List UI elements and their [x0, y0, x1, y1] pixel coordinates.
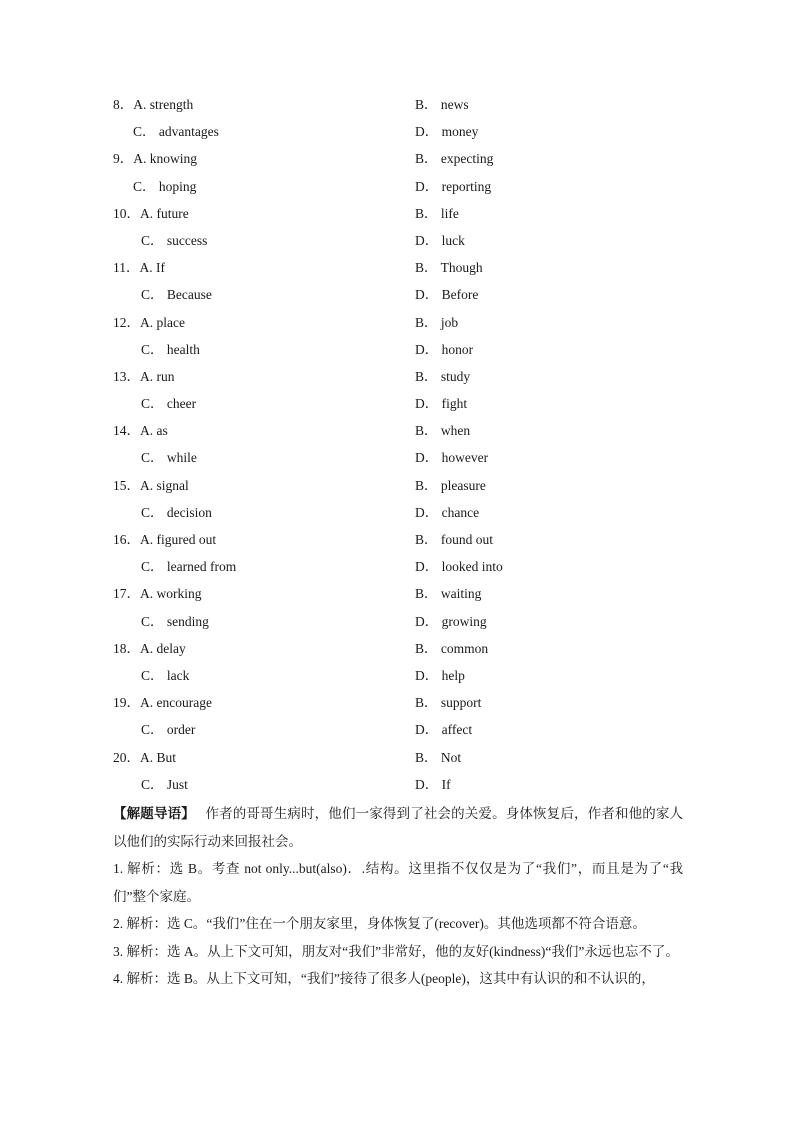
- question-row: [0, 257, 794, 284]
- option-d: D． honor: [415, 341, 474, 357]
- option-c: C． Just: [141, 776, 188, 792]
- option-d: D． money: [415, 124, 479, 140]
- option-a: 19．A. encourage: [113, 695, 212, 711]
- question-row: [0, 94, 794, 121]
- question-row: [0, 203, 794, 230]
- option-c: C． sending: [141, 613, 209, 629]
- option-d: D． fight: [415, 396, 468, 412]
- option-a: 15．A. signal: [113, 477, 189, 493]
- option-c: C． health: [141, 341, 200, 357]
- option-a: 10．A. future: [113, 205, 189, 221]
- question-row: [0, 556, 794, 583]
- option-b: B． when: [415, 423, 471, 439]
- option-b: B． Though: [415, 260, 483, 276]
- question-row: [0, 638, 794, 665]
- explanation-intro: [113, 800, 683, 855]
- explanation-item: 3. 解析：选 A。从上下文可知，朋友对“我们”非常好，他的友好(kindness)“我们”永远也忘不了。: [113, 943, 679, 959]
- option-d: D． affect: [415, 722, 473, 738]
- option-b: B． life: [415, 205, 459, 221]
- option-a: 17．A. working: [113, 586, 202, 602]
- question-row: [0, 475, 794, 502]
- option-a: 9．A. knowing: [113, 151, 197, 167]
- option-d: D． growing: [415, 613, 487, 629]
- options-list: [0, 94, 794, 801]
- question-row: [0, 692, 794, 719]
- question-row: [0, 393, 794, 420]
- option-b: B． waiting: [415, 586, 482, 602]
- question-row: [0, 529, 794, 556]
- option-d: D． If: [415, 776, 451, 792]
- option-a: 13．A. run: [113, 368, 175, 384]
- question-row: [0, 339, 794, 366]
- question-row: [0, 121, 794, 148]
- option-d: D． Before: [415, 287, 479, 303]
- option-a: 18．A. delay: [113, 640, 186, 656]
- option-c: C． advantages: [133, 124, 219, 140]
- option-c: C． success: [141, 232, 208, 248]
- option-a: 11．A. If: [113, 260, 165, 276]
- option-a: 12．A. place: [113, 314, 185, 330]
- option-b: B． expecting: [415, 151, 494, 167]
- option-a: 14．A. as: [113, 423, 168, 439]
- question-row: [0, 719, 794, 746]
- question-row: [0, 665, 794, 692]
- option-d: D． however: [415, 450, 489, 466]
- question-row: [0, 774, 794, 801]
- explanation-section: [113, 800, 683, 993]
- explanation-heading: 【解题导语】: [113, 806, 195, 821]
- option-c: C． lack: [141, 667, 190, 683]
- option-c: C． learned from: [141, 559, 237, 575]
- option-b: B． pleasure: [415, 477, 486, 493]
- option-c: C． cheer: [141, 396, 197, 412]
- question-row: [0, 148, 794, 175]
- option-b: B． news: [415, 97, 469, 112]
- option-d: D． help: [415, 667, 465, 683]
- option-c: C． Because: [141, 287, 212, 303]
- option-a: 16．A. figured out: [113, 532, 217, 547]
- option-b: B． Not: [415, 749, 462, 765]
- option-b: B． support: [415, 695, 482, 711]
- question-row: [0, 366, 794, 393]
- question-row: [0, 583, 794, 610]
- question-row: [0, 230, 794, 257]
- option-c: C． decision: [141, 504, 212, 520]
- option-b: B． common: [415, 640, 489, 656]
- explanation-item: 1. 解析：选 B。考查 not only...but(also)．.结构。这里指不仅仅是为了“我们”，而且是为了“我们”整个家庭。: [113, 861, 683, 904]
- option-d: D． looked into: [415, 559, 503, 575]
- option-b: B． job: [415, 314, 459, 330]
- explanation-item: 4. 解析：选 B。从上下文可知，“我们”接待了很多人(people)，这其中有认识的和不认识的，: [113, 971, 655, 986]
- question-row: [0, 176, 794, 203]
- option-b: B． found out: [415, 532, 494, 547]
- explanation-intro-text: 作者的哥哥生病时，他们一家得到了社会的关爱。身体恢复后，作者和他的家人以他们的实际行动来回报社会。: [113, 806, 684, 849]
- option-a: 20．A. But: [113, 749, 177, 765]
- option-c: C． order: [141, 722, 196, 738]
- option-b: B． study: [415, 368, 471, 384]
- question-row: [0, 312, 794, 339]
- option-d: D． reporting: [415, 178, 492, 194]
- question-row: [0, 611, 794, 638]
- option-d: D． chance: [415, 504, 480, 520]
- question-row: [0, 447, 794, 474]
- question-row: [0, 502, 794, 529]
- option-d: D． luck: [415, 232, 465, 248]
- question-row: [0, 747, 794, 774]
- option-a: 8．A. strength: [113, 97, 194, 112]
- option-c: C． hoping: [133, 178, 197, 194]
- question-row: [0, 420, 794, 447]
- question-row: [0, 284, 794, 311]
- explanation-item: 2. 解析：选 C。“我们”住在一个朋友家里，身体恢复了(recover)。其他选项都不符合语意。: [113, 916, 646, 931]
- option-c: C． while: [141, 450, 197, 466]
